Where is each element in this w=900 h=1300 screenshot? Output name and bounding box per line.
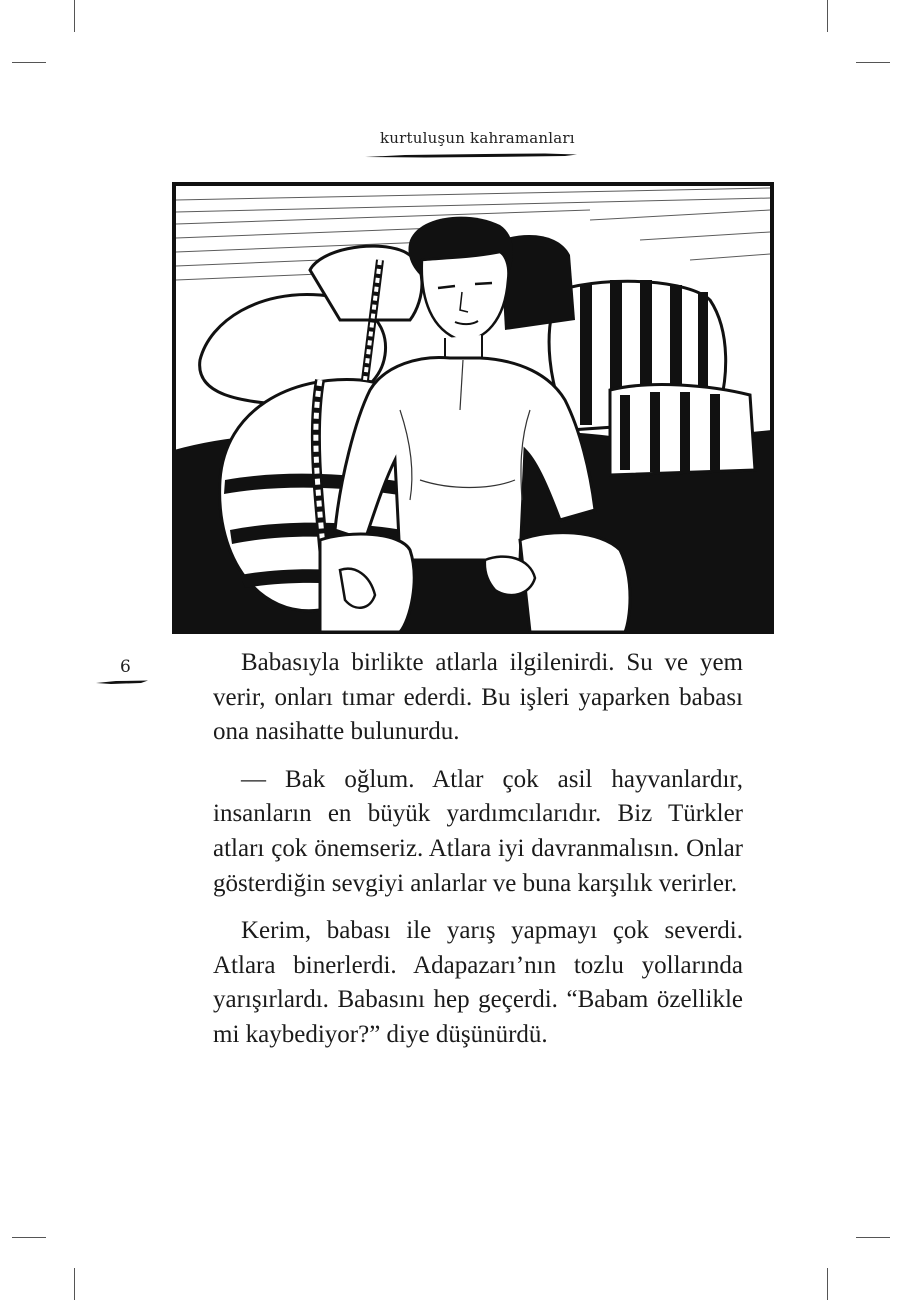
- page-number: 6: [120, 657, 131, 677]
- crop-mark-left-bottom: [12, 1237, 46, 1238]
- crop-mark-right-top: [856, 62, 890, 63]
- crop-mark-top-left: [74, 0, 75, 32]
- boy-seated-among-sacks-illustration: [170, 180, 776, 636]
- crop-mark-top-right: [827, 0, 828, 32]
- crop-mark-left-top: [12, 62, 46, 63]
- paragraph: Kerim, babası ile yarış yapmayı çok severdi. Atlara binerlerdi. Adapazarı’nın tozlu yollarında yarışırlardı. Babasını hep geçerdi. “Babam özellikle mi kaybediyor?” diye düşünürdü.: [213, 917, 743, 1048]
- paragraph: — Bak oğlum. Atlar çok asil hayvanlardır, insanların en büyük yardımcılarıdır. Biz Türkler atları çok önemseriz. Atlara iyi davranmalısın. Onlar gösterdiğin sevgiyi anlarlar ve buna karşılık verirler.: [213, 765, 743, 897]
- crop-mark-bottom-left: [74, 1268, 75, 1300]
- running-head: kurtuluşun kahramanları: [380, 129, 575, 147]
- page-number-brush-rule: [96, 678, 150, 686]
- crop-mark-right-bottom: [856, 1237, 890, 1238]
- running-head-brush-rule: [365, 151, 580, 161]
- paragraph: Babasıyla birlikte atlarla ilgilenirdi. Su ve yem verir, onları tımar ederdi. Bu işleri yaparken babası ona nasihatte bulunurdu.: [213, 649, 743, 746]
- crop-mark-bottom-right: [827, 1268, 828, 1300]
- body-text: [213, 646, 743, 1066]
